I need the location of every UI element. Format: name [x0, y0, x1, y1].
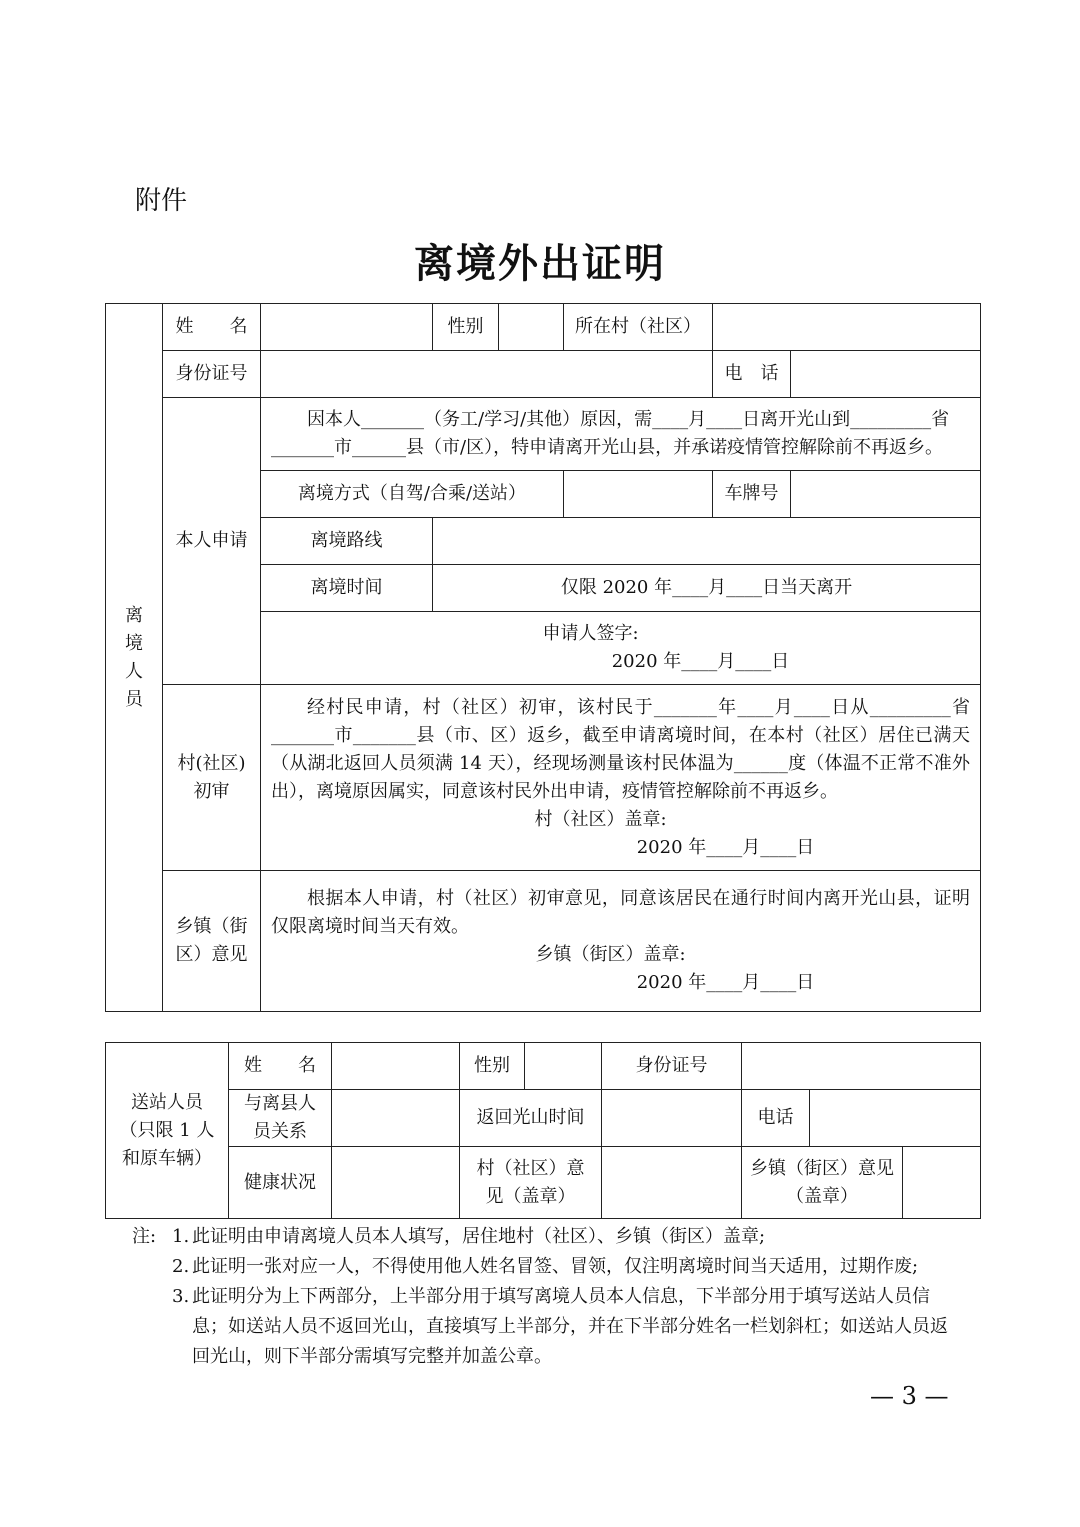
escort-phone-label: 电话 [742, 1090, 810, 1147]
village-stamp-date: 2020 年____月____日 [636, 836, 815, 858]
self-apply-statement[interactable]: 因本人_______（务工/学习/其他）原因，需____月____日离开光山到_________省 _______市______县（市/区），特申请离开光山县，并承诺疫情管控解除前不再返乡。 [261, 398, 981, 471]
id-number-label: 身份证号 [163, 351, 261, 398]
escort-name-label: 姓 名 [229, 1043, 332, 1090]
name-field[interactable] [261, 304, 433, 351]
departure-form [105, 303, 981, 1012]
village-stamp-label: 村（社区）盖章: [534, 808, 667, 830]
id-number-field[interactable] [261, 351, 713, 398]
town-stamp-label: 乡镇（街区）盖章: [535, 944, 686, 965]
escort-town-opinion-label: 乡镇（街区）意见（盖章） [742, 1147, 903, 1219]
page-number: — 3 — [870, 1382, 949, 1410]
escort-gender-label: 性别 [460, 1043, 525, 1090]
village-review-label: 村(社区)初审 [163, 685, 261, 871]
route-label: 离境路线 [261, 518, 433, 565]
notes-lead: 注: [132, 1226, 157, 1247]
gender-field[interactable] [499, 304, 564, 351]
self-apply-label: 本人申请 [163, 398, 261, 685]
note-item: 2. 此证明一张对应一人，不得使用他人姓名冒签、冒领，仅注明离境时间当天适用，过期作废; [172, 1256, 919, 1277]
village-field[interactable] [713, 304, 981, 351]
village-review-text: 经村民申请，村（社区）初审，该村民于_______年____月____日从_________省_______市_______县（市、区）返乡，截至申请离境时间，在本村（社区）居住已满天（从湖北返回人员须满 14 天），经现场测量该村民体温为______度（体温不正常不准外出），离境原因属实，同意该村民外出申请，疫情管控解除前不再返乡。 [271, 696, 970, 802]
escort-id-field[interactable] [742, 1043, 981, 1090]
phone-label: 电 话 [713, 351, 791, 398]
travel-mode-field[interactable] [564, 471, 713, 518]
departure-person-side-label: 离境人员 [106, 304, 163, 1012]
travel-mode-label: 离境方式（自驾/合乘/送站） [261, 471, 564, 518]
town-opinion-label: 乡镇（街区）意见 [163, 871, 261, 1012]
village-review-block[interactable] [261, 685, 981, 871]
town-stamp-date: 2020 年____月____日 [636, 972, 815, 993]
escort-form [105, 1042, 981, 1219]
escort-village-opinion-field[interactable] [602, 1147, 742, 1219]
escort-return-time-label: 返回光山时间 [460, 1090, 602, 1147]
notes-section [132, 1222, 962, 1372]
escort-name-field[interactable] [332, 1043, 460, 1090]
plate-number-field[interactable] [791, 471, 981, 518]
page-title: 离境外出证明 [414, 240, 666, 287]
town-opinion-text: 根据本人申请，村（社区）初审意见，同意该居民在通行时间内离开光山县，证明仅限离境时间当天有效。 [271, 888, 970, 937]
escort-return-time-field[interactable] [602, 1090, 742, 1147]
departure-time-label: 离境时间 [261, 565, 433, 612]
escort-health-field[interactable] [332, 1147, 460, 1219]
name-label: 姓 名 [163, 304, 261, 351]
escort-gender-field[interactable] [525, 1043, 602, 1090]
departure-time-value[interactable]: 仅限 2020 年____月____日当天离开 [433, 565, 981, 612]
escort-side-label: 送站人员（只限 1 人和原车辆） [106, 1043, 229, 1219]
escort-town-opinion-field[interactable] [903, 1147, 981, 1219]
town-opinion-block[interactable] [261, 871, 981, 1012]
phone-field[interactable] [791, 351, 981, 398]
village-label: 所在村（社区） [564, 304, 713, 351]
escort-relation-field[interactable] [332, 1090, 460, 1147]
applicant-signature-label: 申请人签字: [542, 623, 639, 644]
escort-relation-label: 与离县人员关系 [229, 1090, 332, 1147]
plate-number-label: 车牌号 [713, 471, 791, 518]
applicant-signature-date: 2020 年____月____日 [611, 651, 790, 672]
gender-label: 性别 [433, 304, 499, 351]
escort-health-label: 健康状况 [229, 1147, 332, 1219]
note-item: 注: 1. 此证明由申请离境人员本人填写，居住地村（社区）、乡镇（街区）盖章; [132, 1222, 962, 1252]
note-item: 3. 此证明分为上下两部分，上半部分用于填写离境人员本人信息，下半部分用于填写送站人员信息；如送站人员不返回光山，直接填写上半部分，并在下半部分姓名一栏划斜杠；如送站人员返回光山，则下半部分需填写完整并加盖公章。 [172, 1286, 948, 1367]
route-field[interactable] [433, 518, 981, 565]
attachment-label: 附件 [135, 186, 188, 216]
escort-village-opinion-label: 村（社区）意见（盖章） [460, 1147, 602, 1219]
applicant-signature-block[interactable] [261, 612, 981, 685]
escort-phone-field[interactable] [810, 1090, 981, 1147]
escort-id-label: 身份证号 [602, 1043, 742, 1090]
